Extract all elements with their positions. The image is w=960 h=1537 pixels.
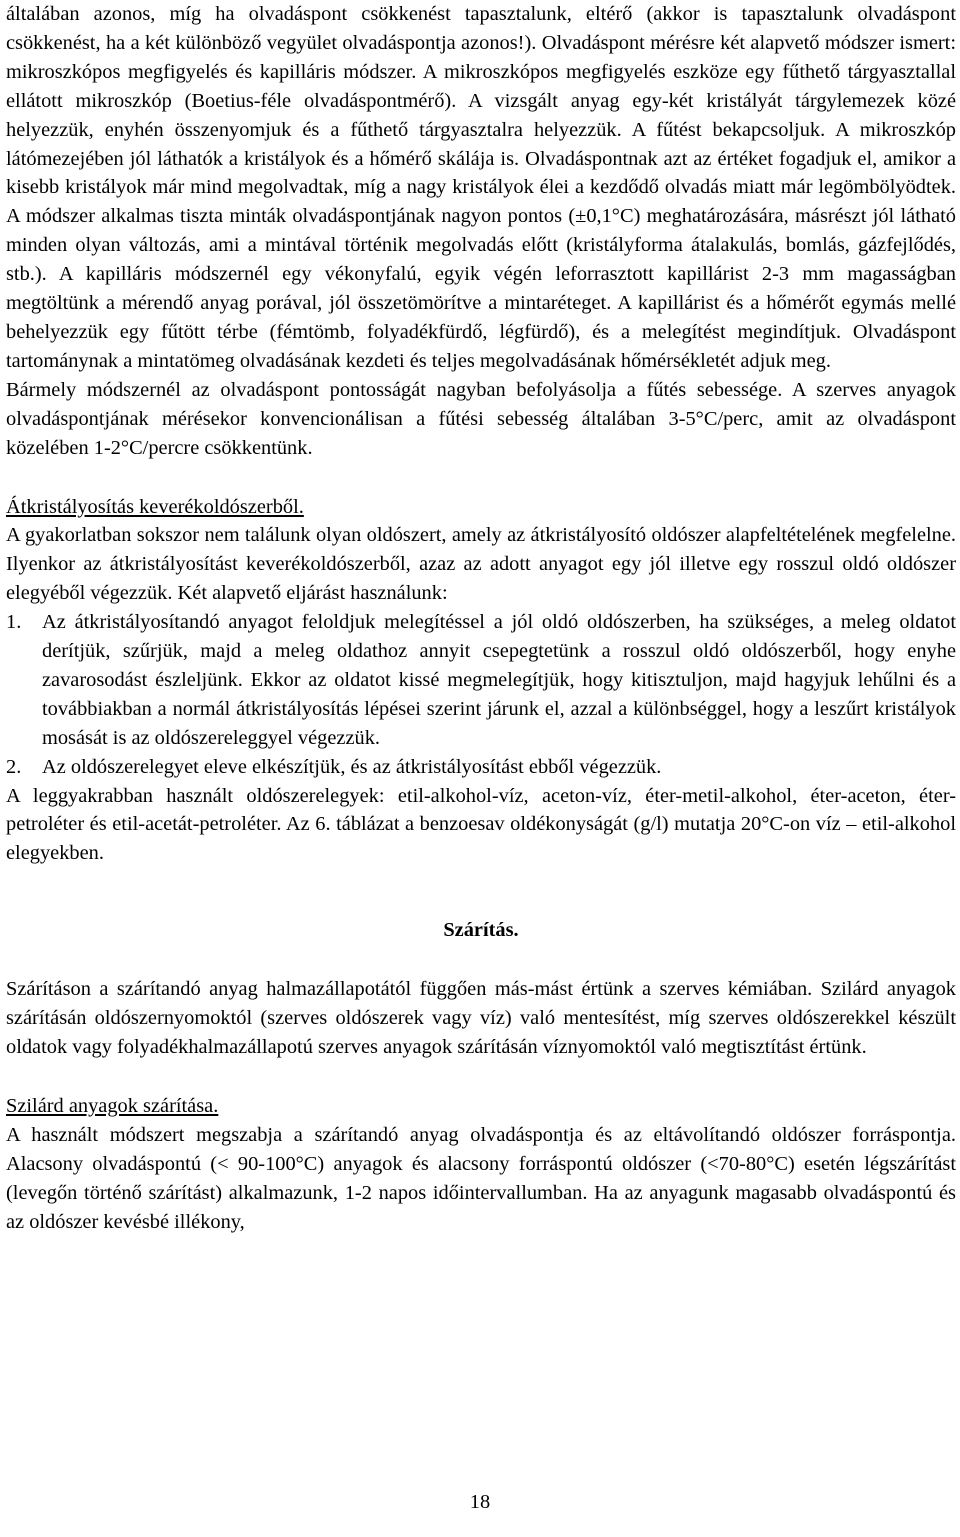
- paragraph-solid-drying: A használt módszert megszabja a szárítandó anyag olvadáspontja és az eltávolítandó oldószer forráspontja. Alacsony olvadáspontú (< 90-100°C) anyagok és alacsony forráspontú oldószer (<70-80°C) esetén légszárítást (levegőn történő szárítást) alkalmazunk, 1-2 napos időintervallumban. Ha az anyagunk magasabb olvadáspontú és az oldószer kevésbé illékony,: [6, 1123, 956, 1233]
- page-number: 18: [469, 1491, 491, 1513]
- section-heading-recrystallization: Átkristályosítás keverékoldószerből.: [6, 495, 304, 518]
- paragraph-melting-point: általában azonos, míg ha olvadáspont csökkenést tapasztalunk, eltérő (akkor is tapasztalunk olvadáspont csökkenést, ha a két különböző vegyület olvadáspontja azonos!). Olvadáspont mérésre két alapvető módszer ismert: mikroszkópos megfigyelés és kapilláris módszer. A mikroszkópos megfigyelés eszköze egy fűthető tárgyasztallal ellátott mikroszkóp (Boetius-féle olvadáspontmérő). A vizsgált anyag egy-két kristályát tárgylemezek közé helyezzük, enyhén összenyomjuk és a fűthető tárgyasztalra helyezzük. A fűtést bekapcsoljuk. A mikroszkóp látómezejében jól láthatók a kristályok és a hőmérő skálája is. Olvadáspontnak azt az értéket fogadjuk el, amikor a kisebb kristályok már mind megolvadtak, míg a nagy kristályok élei a kezdődő olvadás miatt már legömbölyödtek. A módszer alkalmas tiszta minták olvadáspontjának nagyon pontos (±0,1°C) meghatározására, másrészt jól látható minden olyan változás, ami a mintával történik megolvadás előtt (kristályforma átalakulás, bomlás, gázfejlődés, stb.). A kapilláris módszernél egy vékonyfalú, egyik végén leforrasztott kapillárist 2-3 mm magasságban megtöltünk a mérendő anyag porával, jól összetömörítve a mintaréteget. A kapillárist és a hőmérőt egymás mellé behelyezzük egy fűtött térbe (fémtömb, folyadékfürdő, légfürdő), és a melegítést megindítjuk. Olvadáspont tartománynak a mintatömeg olvadásának kezdeti és teljes megolvadásának hőmérsékletét adjuk meg.: [6, 3, 956, 372]
- section-title-drying: Szárítás.: [443, 919, 519, 942]
- list-item-text: Az átkristályosítandó anyagot feloldjuk melegítéssel a jól oldó oldószerben, ha szükséges, a meleg oldatot derítjük, szűrjük, majd a meleg oldathoz annyit csepegtetünk a rosszul oldó oldószerből, hogy enyhe zavarosodást észleljünk. Ekkor az oldatot kissé megmelegítjük, hogy kitisztuljon, majd hagyjuk lehűlni és a továbbiakban a normál átkristályosítás lépései szerint járunk el, azzal a különbséggel, hogy a leszűrt kristályok mosását is az oldószereleggyel végezzük.: [42, 611, 956, 749]
- list-item-number: 1.: [6, 611, 22, 634]
- paragraph-drying-intro: Szárításon a szárítandó anyag halmazállapotától függően más-mást értünk a szerves kémiában. Szilárd anyagok szárításán oldószernyomoktól (szerves oldószerek vagy víz) való mentesítést, míg szerves oldószerekkel készült oldatok vagy folyadékhalmazállapotú szerves anyagok szárításán víznyomoktól való megtisztítást értünk.: [6, 978, 956, 1058]
- list-item: [6, 608, 956, 753]
- document-page: [6, 0, 956, 1236]
- paragraph-recrystallization-intro: A gyakorlatban sokszor nem találunk olyan oldószert, amely az átkristályosító oldószer alapfeltételének megfelelne. Ilyenkor az átkristályosítást keverékoldószerből, azaz az adott anyagot egy jól illetve egy rosszul oldó oldószer elegyéből végezzük. Két alapvető eljárást használunk:: [6, 524, 956, 605]
- procedure-list: [6, 608, 956, 781]
- section-heading-solid-drying: Szilárd anyagok szárítása.: [6, 1094, 219, 1117]
- paragraph-heating-rate: Bármely módszernél az olvadáspont pontosságát nagyban befolyásolja a fűtés sebessége. A szerves anyagok olvadáspontjának mérésekor konvencionálisan a fűtési sebesség általában 3-5°C/perc, amit az olvadáspont közelében 1-2°C/percre csökkentünk.: [6, 378, 956, 459]
- list-item-number: 2.: [6, 755, 22, 778]
- list-item-text: Az oldószerelegyet eleve elkészítjük, és az átkristályosítást ebből végezzük.: [42, 755, 662, 778]
- paragraph-solvent-mixtures: A leggyakrabban használt oldószerelegyek: etil-alkohol-víz, aceton-víz, éter-metil-alkohol, éter-aceton, éter-petroléter és etil-acetát-petroléter. Az 6. táblázat a benzoesav oldékonyságát (g/l) mutatja 20°C-on víz – etil-alkohol elegyekben.: [6, 784, 956, 865]
- list-item: [6, 753, 956, 782]
